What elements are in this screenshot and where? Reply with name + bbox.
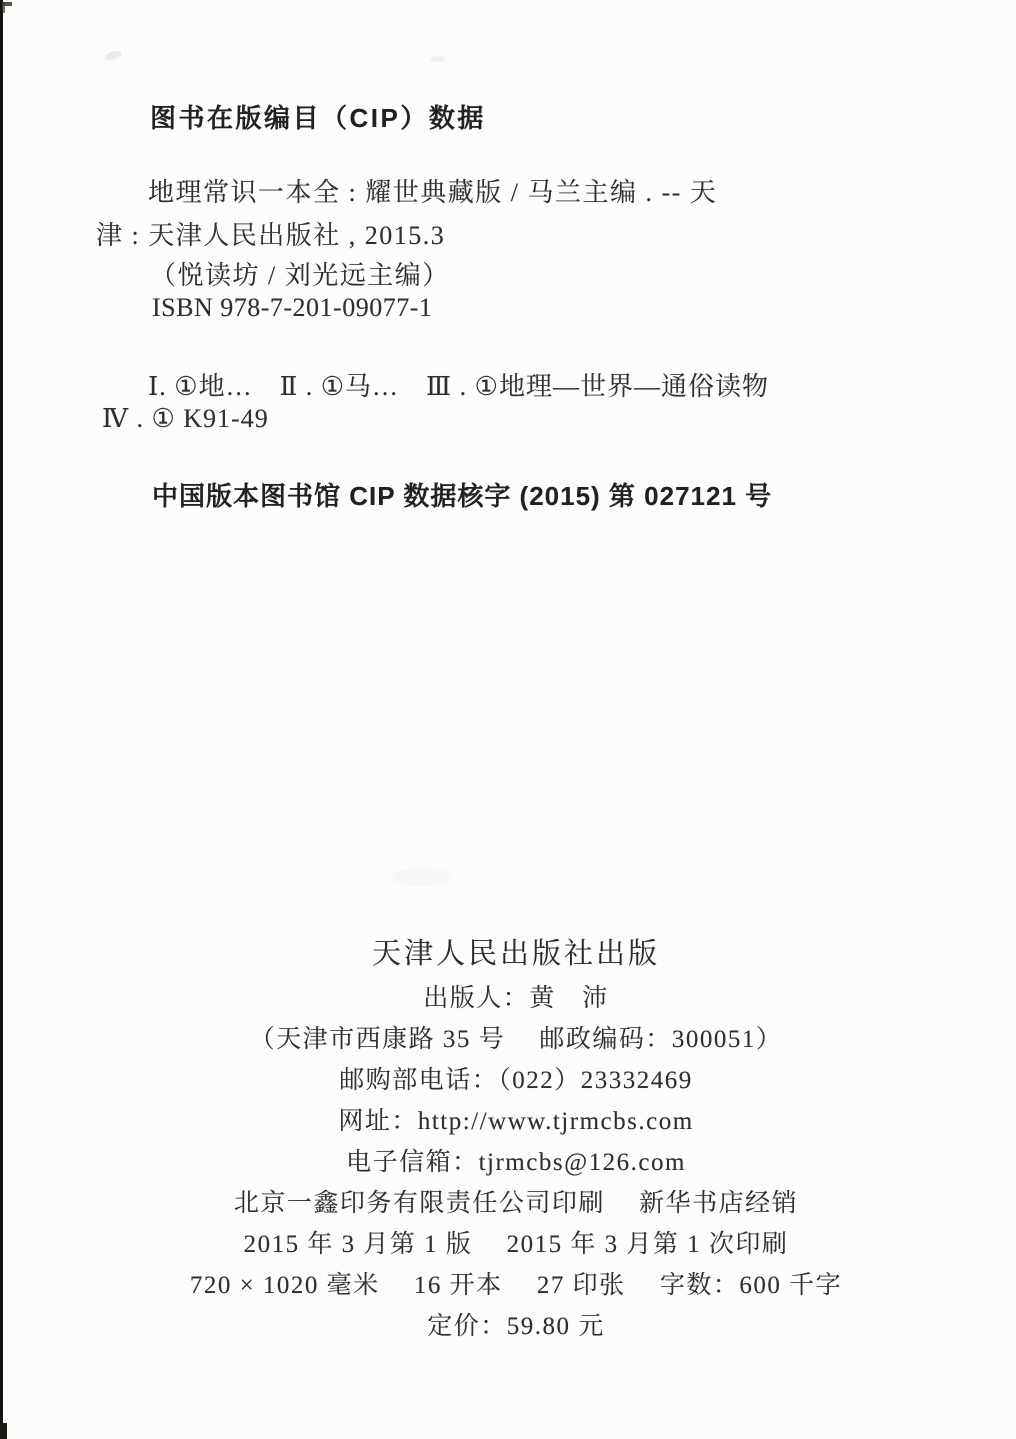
publisher-email: 电子信箱：tjrmcbs@126.com [346,1149,686,1176]
scan-edge-artifact-left [0,0,3,1439]
cip-entry-line3: （悦读坊 / 刘光远主编） [150,261,450,290]
printer-distributor: 北京一鑫印务有限责任公司印刷 新华书店经销 [233,1190,799,1217]
cip-classification-line1: Ⅰ. ①地… Ⅱ . ①马… Ⅲ . ①地理—世界—通俗读物 [148,372,769,401]
cip-entry-line2: 津 : 天津人民出版社 , 2015.3 [96,221,446,250]
colophon-block [8,931,1016,1347]
scan-edge-artifact-bottom-notch [0,1423,7,1439]
publisher-person: 出版人：黄 沛 [423,985,609,1012]
scan-smudge [392,868,452,886]
scan-corner-mark-vertical [2,2,5,13]
cip-record-number: 中国版本图书馆 CIP 数据核字 (2015) 第 027121 号 [152,481,773,511]
cip-classification-line2: Ⅳ . ① K91-49 [102,404,269,433]
isbn-number: ISBN 978-7-201-09077-1 [152,293,433,322]
cip-header: 图书在版编目（CIP）数据 [150,103,486,133]
publisher-name: 天津人民出版社出版 [371,938,660,970]
publisher-address: （天津市西康路 35 号 邮政编码：300051） [249,1026,783,1053]
mail-order-phone: 邮购部电话：（022）23332469 [339,1067,693,1094]
edition-info: 2015 年 3 月第 1 版 2015 年 3 月第 1 次印刷 [243,1231,789,1258]
scan-smudge [430,56,446,62]
cip-entry-line1: 地理常识一本全 : 耀世典藏版 / 马兰主编 . -- 天 [148,178,718,207]
format-info: 720 × 1020 毫米 16 开本 27 印张 字数：600 千字 [189,1272,843,1299]
scan-smudge [103,49,122,61]
price-info: 定价：59.80 元 [427,1313,605,1340]
publisher-website: 网址：http://www.tjrmcbs.com [338,1108,694,1135]
